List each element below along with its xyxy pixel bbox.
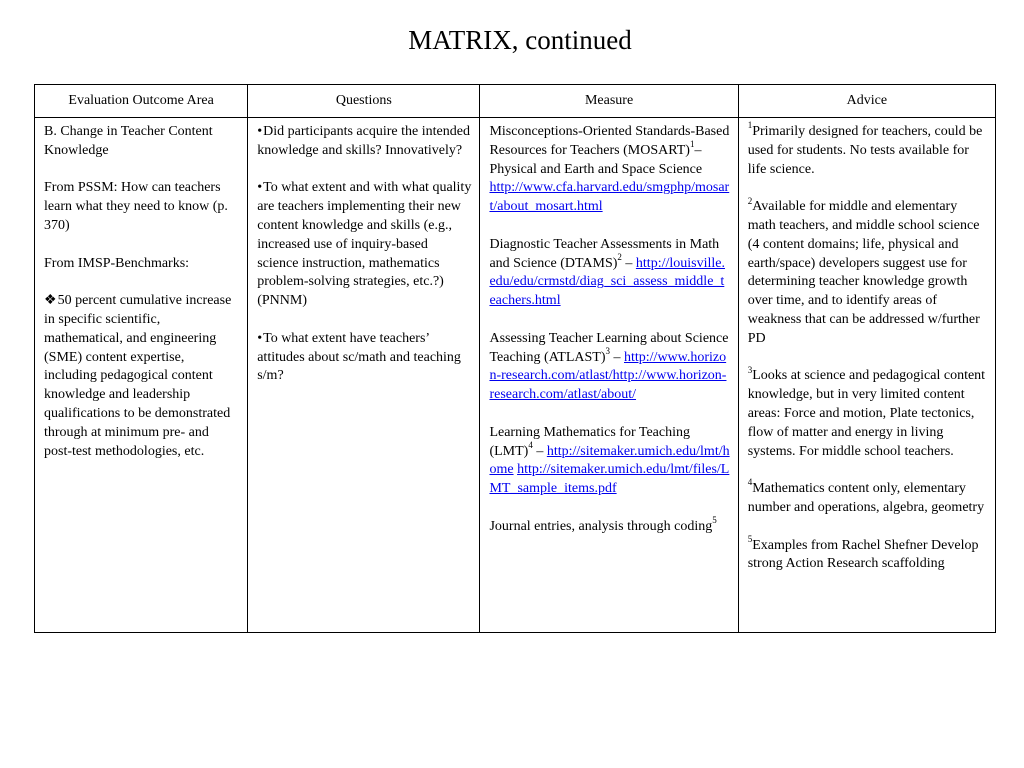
matrix-table (34, 84, 996, 633)
question-text: To what extent and with what quality are teachers implementing their new content knowledge and skills (e.g., increased use of inquiry-based science instruction, mathematics problem-solving strategies, etc.?) (PNNM) (257, 180, 472, 309)
atlast-link[interactable]: http://www.horizon-research.com/atlast/http://www.horizon-research.com/atlast/about/ (489, 349, 727, 403)
header-questions: Questions (248, 85, 480, 118)
area-benchmark (44, 292, 239, 461)
measure-lmt (489, 424, 729, 499)
footnote-ref: 2 (617, 251, 622, 262)
measure-dtams (489, 236, 729, 311)
dash: – (610, 349, 621, 365)
bullet-icon: • (257, 180, 263, 196)
advice-item (747, 533, 987, 575)
page-title: MATRIX, continued (408, 25, 632, 55)
mosart-name: Misconceptions-Oriented Standards-Based Resources for Teachers (MOSART) (489, 124, 730, 158)
footnote-number: 4 (747, 477, 753, 488)
journal-text: Journal entries, analysis through coding (489, 518, 713, 534)
area-cell (35, 118, 248, 633)
advice-cell (738, 118, 995, 633)
footnote-number: 1 (747, 120, 753, 131)
mosart-link[interactable]: http://www.cfa.harvard.edu/smgphp/mosart/about_mosart.html (489, 180, 730, 215)
question-text: To what extent have teachers’ attitudes about sc/math and teaching s/m? (257, 330, 461, 384)
area-pssm: From PSSM: How can teachers learn what they need to know (p. 370) (44, 180, 228, 233)
footnote-ref: 4 (528, 439, 533, 450)
footnote-ref: 3 (605, 345, 610, 356)
footnote-ref: 5 (712, 515, 717, 526)
advice-item (747, 477, 987, 518)
advice-text: Available for middle and elementary math teachers, and middle school science (4 content domains; life, physical and earth/space) developers suggest use for determining teacher knowledge growth over time, and to identify areas of weakness that can be addressed w/further PD (747, 199, 980, 346)
advice-text: Looks at science and pedagogical content knowledge, but in very limited content areas: Force and motion, Plate tectonics, flow of matter and energy in living systems. For middle school teachers. (747, 368, 986, 459)
benchmark-text: 50 percent cumulative increase in specific scientific, mathematical, and engineering (SME) content expertise, including pedagogical content knowledge and leadership qualifications to be demonstrated through at minimum pre- and post-test methodologies, etc. (44, 293, 232, 459)
question-item (257, 330, 471, 386)
dash: – (694, 142, 702, 158)
dtams-name: Diagnostic Teacher Assessments in Math and Science (DTAMS) (489, 236, 720, 271)
header-row (35, 85, 996, 118)
mosart-subtitle: Physical and Earth and Space Science (489, 161, 703, 177)
dtams-link[interactable]: http://louisville.edu/edu/crmstd/diag_sci_assess_middle_teachers.html (489, 255, 725, 309)
question-item (257, 179, 471, 311)
dash: – (532, 443, 544, 459)
question-text: Did participants acquire the intended knowledge and skills? Innovatively? (257, 124, 470, 158)
footnote-number: 3 (747, 364, 753, 375)
advice-item (747, 364, 987, 461)
advice-text: Primarily designed for teachers, could be used for students. No tests available for life science. (747, 124, 983, 177)
diamond-bullet-icon: ❖ (44, 293, 57, 309)
advice-text: Mathematics content only, elementary number and operations, algebra, geometry (747, 481, 985, 515)
questions-cell (248, 118, 480, 633)
footnote-ref: 1 (689, 139, 695, 150)
footnote-number: 5 (747, 533, 753, 544)
advice-item (747, 195, 987, 348)
lmt-home-link[interactable]: http://sitemaker.umich.edu/lmt/home (489, 443, 730, 478)
measure-mosart (489, 123, 729, 217)
header-advice: Advice (738, 85, 995, 118)
measure-cell (480, 118, 738, 633)
advice-item (747, 120, 987, 179)
footnote-number: 2 (747, 195, 753, 206)
area-heading: B. Change in Teacher Content Knowledge (44, 124, 213, 158)
lmt-sample-link[interactable]: http://sitemaker.umich.edu/lmt/files/LMT_sample_items.pdf (489, 462, 730, 497)
measure-journal (489, 515, 729, 537)
bullet-icon: • (257, 330, 263, 346)
header-measure: Measure (480, 85, 738, 118)
dash: – (621, 255, 633, 271)
atlast-name: Assessing Teacher Learning about Science Teaching (ATLAST) (489, 330, 729, 365)
table-row (35, 118, 996, 633)
lmt-name: Learning Mathematics for Teaching (LMT) (489, 424, 690, 459)
measure-atlast (489, 330, 729, 405)
advice-text: Examples from Rachel Shefner Develop strong Action Research scaffolding (747, 537, 979, 572)
header-evaluation-outcome-area: Evaluation Outcome Area (35, 85, 248, 118)
question-item (257, 123, 471, 161)
area-imsp: From IMSP-Benchmarks: (44, 255, 190, 271)
bullet-icon: • (257, 124, 263, 139)
